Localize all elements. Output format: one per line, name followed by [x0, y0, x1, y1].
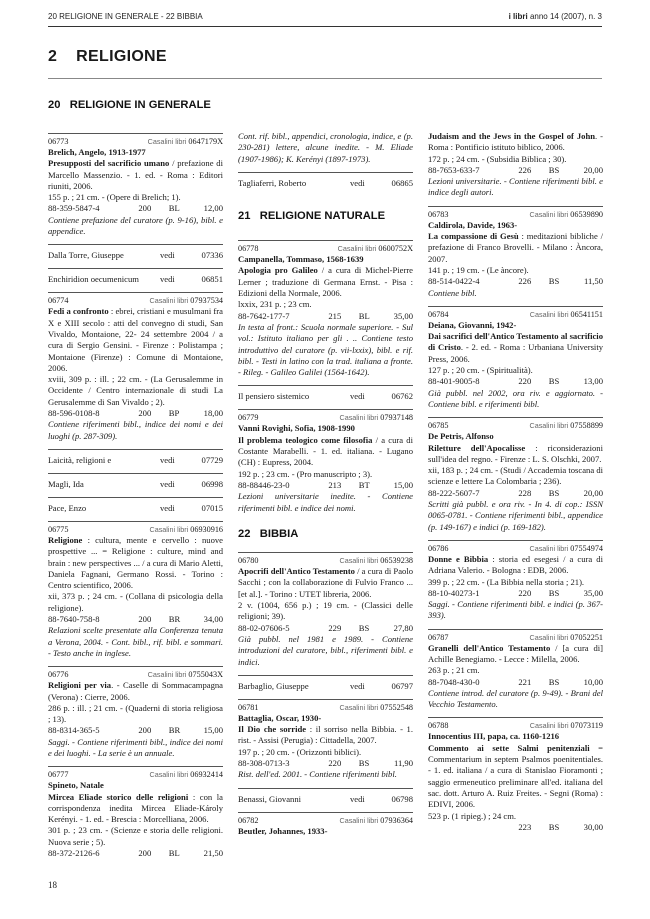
- entry-author: De Petris, Alfonso: [428, 431, 494, 442]
- entry-code: BS: [548, 487, 560, 498]
- ref-vedi: vedi: [160, 454, 175, 465]
- entry-description: 197 p. ; 20 cm. - (Orizzonti biblici).: [238, 746, 362, 757]
- entry-note: In testa al front.: Scuola normale superiore. - Sul vol.: Istituto italiano per gli . .. Contiene testo introduttivo del curatore (p. vii-lxxix), bibl. e rif. bibl. - Testi in latino con la trad. italiana a fronte. - Rileg. - Galileo Galilei (1564-1642).: [238, 321, 413, 378]
- entry-class: 213: [328, 479, 342, 490]
- entry-class: 226: [518, 164, 532, 175]
- running-header-left: 20 RELIGIONE IN GENERALE - 22 BIBBIA: [48, 12, 203, 21]
- entry-isbn: 88-401-9005-8: [428, 376, 480, 387]
- journal-issue: anno 14 (2007), n. 3: [527, 12, 602, 21]
- entry-price: 35,00: [583, 587, 603, 598]
- chapter-rule: [48, 78, 602, 79]
- entry-06774: [48, 292, 223, 442]
- casalini-label: Casalini libri: [339, 815, 379, 825]
- entry-author: Beutler, Johannes, 1933-: [238, 825, 328, 836]
- entry-author: Campanella, Tommaso, 1568-1639: [238, 254, 364, 265]
- ref-number[interactable]: 07729: [201, 454, 223, 465]
- entry-class: 223: [518, 821, 532, 832]
- entry-code: BT: [358, 479, 370, 490]
- casalini-code: 0600752X: [378, 244, 413, 254]
- entry-code: BR: [168, 614, 181, 625]
- see-reference[interactable]: [48, 268, 223, 289]
- entry-note: Già pubbl. nel 2002, ora riv. e aggiornato. - Contiene bibl. e riferimenti bibl.: [428, 387, 603, 409]
- entry-imprint: . - 2. ed. - Roma : Urbaniana University Press, 2006.: [428, 342, 604, 364]
- entry-code: BR: [168, 725, 181, 736]
- entry-06776: [48, 666, 223, 759]
- entry-description: lxxix, 231 p. ; 23 cm.: [238, 299, 312, 310]
- casalini-code: 06539890: [570, 209, 603, 219]
- ref-vedi: vedi: [350, 177, 365, 188]
- entry-title: La compassione di Gesù: [428, 231, 519, 242]
- entry-class: 200: [138, 725, 152, 736]
- casalini-code: 07937534: [190, 296, 223, 306]
- entry-title: Riletture dell'Apocalisse: [428, 442, 526, 453]
- casalini-label: Casalini libri: [149, 296, 189, 306]
- casalini-label: Casalini libri: [147, 137, 187, 146]
- entry-code: BS: [548, 276, 560, 287]
- header-rule: [48, 26, 602, 27]
- entry-imprint: : riconsiderazioni sull'idea del regno. - Firenze : L. S. Olschki, 2007.: [428, 442, 603, 464]
- entry-isbn: 88-7048-430-0: [428, 676, 480, 687]
- entry-title: Granelli dell'Antico Testamento: [428, 642, 551, 653]
- entry-06781: [238, 699, 413, 781]
- see-reference[interactable]: [238, 172, 413, 193]
- entry-class: 220: [328, 757, 342, 768]
- ref-vedi: vedi: [160, 274, 175, 285]
- entry-number: 06781: [238, 702, 259, 712]
- casalini-code: 07052251: [570, 632, 603, 642]
- casalini-label: Casalini libri: [529, 309, 569, 319]
- ref-number[interactable]: 06762: [391, 391, 413, 402]
- entry-author: Spineto, Natale: [48, 780, 104, 791]
- entry-title: Apocrifi dell'Antico Testamento: [238, 566, 355, 577]
- entry-imprint: : cultura, mente e cervello : nuove prospettive ... = Religione : culture, mind and brain : new perspectives ... / a cura di Mario Aletti, Daniela Fagnani, Germano Rossi. - Torino : Centro scientifico, 2006.: [48, 534, 223, 591]
- entry-code: BS: [548, 164, 560, 175]
- entry-price: 20,00: [583, 164, 603, 175]
- ref-number[interactable]: 07336: [201, 250, 223, 261]
- entry-code: BL: [168, 203, 180, 214]
- entry-price: 27,80: [393, 622, 413, 633]
- casalini-label: Casalini libri: [339, 702, 379, 712]
- ref-name: Magli, Ida: [48, 478, 84, 489]
- entry-imprint: / a cura di Michel-Pierre Lerner ; traduzione di Germana Ernst. - Pisa : Edizioni della Normale, 2006.: [238, 265, 413, 299]
- ref-vedi: vedi: [350, 391, 365, 402]
- entry-class: 228: [518, 487, 532, 498]
- entry-description: 263 p. ; 21 cm.: [428, 665, 480, 676]
- entry-note: Contiene bibl.: [428, 287, 477, 298]
- entry-code: BL: [358, 310, 370, 321]
- entry-price: 13,00: [583, 376, 603, 387]
- see-reference[interactable]: [238, 385, 413, 406]
- entry-class: 229: [328, 622, 342, 633]
- entry-price: 30,00: [583, 821, 603, 832]
- ref-number[interactable]: 06851: [201, 274, 223, 285]
- casalini-code: 06539238: [380, 556, 413, 566]
- entry-description: 523 p. (1 ripieg.) ; 24 cm.: [428, 810, 517, 821]
- entry-number: 06783: [428, 209, 449, 219]
- casalini-code: 07073119: [570, 721, 603, 731]
- entry-number: 06782: [238, 815, 259, 825]
- entry-description: 301 p. ; 23 cm. - (Scienze e storia delle religioni. Nuova serie ; 5).: [48, 825, 223, 847]
- entry-isbn: 88-308-0713-3: [238, 757, 290, 768]
- entry-06784: [428, 306, 603, 410]
- entry-author: Innocentius III, papa, ca. 1160-1216: [428, 731, 560, 742]
- entry-code: BS: [358, 622, 370, 633]
- entry-isbn: 88-02-07606-5: [238, 622, 290, 633]
- entry-isbn: 88-8314-365-5: [48, 725, 100, 736]
- entry-imprint: / a cura di Paolo Sacchi ; con la collaborazione di Fulvio Franco ... [et al.]. - Torino : UTET libreria, 2006.: [238, 566, 413, 599]
- see-reference[interactable]: [48, 497, 223, 518]
- entry-class: 220: [518, 376, 532, 387]
- entry-price: 35,00: [393, 310, 413, 321]
- casalini-label: Casalini libri: [339, 556, 379, 566]
- ref-name: Pace, Enzo: [48, 502, 87, 513]
- casalini-label: Casalini libri: [529, 421, 569, 431]
- running-header-right: [509, 12, 602, 21]
- entry-code: BL: [168, 848, 180, 859]
- entry-title: Il problema teologico come filosofia: [238, 434, 373, 445]
- entry-price: 11,50: [583, 276, 603, 287]
- entry-description: 155 p. ; 21 cm. - (Opere di Brelich; 1).: [48, 192, 181, 203]
- ref-name: Tagliaferri, Roberto: [238, 177, 307, 188]
- ref-vedi: vedi: [160, 502, 175, 513]
- casalini-label: Casalini libri: [529, 632, 569, 642]
- entry-number: 06788: [428, 721, 449, 731]
- casalini-label: Casalini libri: [529, 543, 569, 553]
- entry-description: 127 p. ; 20 cm. - (Spiritualità).: [428, 365, 533, 376]
- entry-note: Scritti già pubbl. e ora riv. - In 4. di cop.: ISSN 0065-0781. - Contiene riferimenti bibl., appendice (p. 149-167) e indici (p. 169-182).: [428, 499, 603, 532]
- casalini-code: 06932414: [190, 770, 223, 780]
- entry-title: Dai sacrifici dell'Antico Testamento al sacrificio di Cristo: [428, 331, 603, 353]
- entry-06777: [48, 766, 223, 859]
- ref-vedi: vedi: [350, 793, 365, 804]
- entry-author: Deiana, Giovanni, 1942-: [428, 319, 517, 330]
- running-header: [48, 12, 602, 24]
- casalini-code: 07554974: [570, 543, 603, 553]
- journal-name: i libri: [508, 12, 528, 21]
- entry-code: BP: [168, 408, 180, 419]
- entry-06786: [428, 540, 603, 622]
- casalini-code: 0647179X: [188, 137, 223, 146]
- entry-price: 34,00: [203, 614, 223, 625]
- entry-class: 215: [328, 310, 342, 321]
- entry-author: Caldirola, Davide, 1963-: [428, 219, 518, 230]
- entry-class: 226: [518, 276, 532, 287]
- entry-note: Contiene introd. del curatore (p. 9-49). - Brani del Vecchio Testamento.: [428, 687, 603, 710]
- entry-imprint: : meditazioni bibliche / prefazione di Franco Brovelli. - Milano : Àncora, 2007.: [428, 231, 604, 264]
- entry-number: 06776: [48, 670, 69, 680]
- casalini-label: Casalini libri: [339, 413, 379, 423]
- entry-06773: [48, 133, 223, 237]
- section-title-20: 20 RELIGIONE IN GENERALE: [48, 99, 211, 111]
- ref-number[interactable]: 06865: [391, 177, 413, 188]
- entry-author: Battaglia, Oscar, 1930-: [238, 712, 322, 723]
- entry-class: 221: [518, 676, 532, 687]
- entry-code: BS: [358, 757, 370, 768]
- entry-description: 192 p. ; 23 cm. - (Pro manuscripto ; 3).: [238, 468, 373, 479]
- entry-class: 200: [138, 408, 152, 419]
- chapter-title: 2 RELIGIONE: [48, 48, 167, 65]
- entry-imprint: . - Roma : Pontificio istituto biblico, 2006.: [428, 131, 603, 153]
- casalini-label: Casalini libri: [147, 670, 187, 680]
- entry-number: 06773: [48, 137, 69, 146]
- entry-06782: [238, 812, 413, 837]
- ref-name: Enchiridion oecumenicum: [48, 274, 139, 285]
- entry-class: 220: [518, 587, 532, 598]
- entry-description: xii, 373 p. ; 24 cm. - (Collana di psicologia della religione).: [48, 591, 223, 613]
- entry-note: Contiene prefazione del curatore (p. 9-16), bibl. e appendice.: [48, 214, 223, 237]
- entry-author: Vanni Rovighi, Sofia, 1908-1990: [238, 423, 355, 434]
- entry-number: 06785: [428, 421, 449, 431]
- ref-number[interactable]: 06797: [391, 680, 413, 691]
- entry-number: 06777: [48, 770, 69, 780]
- entry-note: Saggi. - Contiene riferimenti bibl. e indici (p. 367-393).: [428, 599, 603, 621]
- entry-isbn: 88-359-5847-4: [48, 203, 100, 214]
- entry-imprint: : ebrei, cristiani e musulmani fra X e XIII secolo : atti del convegno di studi, San Vivaldo, Montaione, 22- 24 settembre 2004 / a cura di Sergio Gensini. - Firenze : Polistampa ; Montaione (Firenze) : Comune di Montaione, 2006.: [48, 306, 223, 373]
- entry-code: BS: [548, 376, 560, 387]
- column-2: [238, 133, 413, 844]
- entry-description: 2 v. (1004, 656 p.) ; 19 cm. - (Classici delle religioni; 39).: [238, 600, 413, 622]
- entry-isbn: 88-514-0422-4: [428, 276, 480, 287]
- entry-title: Il Dio che sorride: [238, 724, 307, 735]
- entry-isbn: 88-596-0108-8: [48, 408, 100, 419]
- entry-description: xviii, 309 p. : ill. ; 22 cm. - (La Gerusalemme in Occidente / Centro internazionale di studi La Gerusalemme di San Vivaldo ; 2).: [48, 374, 223, 407]
- see-reference[interactable]: [238, 788, 413, 809]
- entry-number: 06774: [48, 296, 69, 306]
- ref-vedi: vedi: [160, 250, 175, 261]
- section-title-21: 21 RELIGIONE NATURALE: [238, 209, 386, 222]
- ref-number[interactable]: 06798: [391, 793, 413, 804]
- ref-name: Il pensiero sistemico: [238, 391, 310, 402]
- casalini-label: Casalini libri: [529, 209, 569, 219]
- entry-number: 06775: [48, 524, 69, 534]
- entry-note: Lezioni universitarie. - Contiene riferimenti bibl. e indice degli autori.: [428, 176, 603, 198]
- entry-note: Cont. rif. bibl., appendici, cronologia, indice, e (p. 230-281) lettere, alcune inedite. - M. Eliade (1907-1986); K. Kerényi (1897-1973).: [238, 131, 413, 164]
- entry-code: BS: [548, 821, 560, 832]
- entry-price: 12,00: [203, 203, 223, 214]
- entry-title: Donne e Bibbia: [428, 553, 489, 564]
- casalini-label: Casalini libri: [149, 524, 189, 534]
- entry-price: 21,50: [203, 848, 223, 859]
- entry-code: BS: [548, 587, 560, 598]
- entry-imprint: : con la corrispondenza inedita Mircea Eliade-Károly Kerényi. - 1. ed. - Brescia : Morcelliana, 2006.: [48, 791, 223, 825]
- ref-name: Benassi, Giovanni: [238, 793, 302, 804]
- see-reference[interactable]: [48, 244, 223, 265]
- entry-imprint: : storia ed esegesi / a cura di Adriana Valerio. - Bologna : EDB, 2006.: [428, 553, 603, 576]
- column-1: [48, 133, 223, 866]
- ref-vedi: vedi: [350, 680, 365, 691]
- entry-06780: [238, 552, 413, 668]
- casalini-code: 0755043X: [188, 670, 223, 680]
- entry-note: Già pubbl. nel 1981 e 1989. - Contiene introduzioni del curatore, bibl., riferimenti bibl. e indici.: [238, 633, 413, 667]
- ref-name: Barbaglio, Giuseppe: [238, 680, 309, 691]
- entry-price: 15,00: [203, 725, 223, 736]
- ref-name: Laicità, religioni e: [48, 454, 112, 465]
- entry-number: 06778: [238, 244, 259, 254]
- entry-isbn: 88-88446-23-0: [238, 479, 290, 490]
- page-number: 18: [48, 880, 57, 890]
- entry-title: Apologia pro Galileo: [238, 265, 318, 276]
- entry-number: 06779: [238, 413, 259, 423]
- entry-title: Mircea Eliade storico delle religioni: [48, 791, 189, 802]
- casalini-code: 06930916: [190, 524, 223, 534]
- entry-author: Brelich, Angelo, 1913-1977: [48, 147, 146, 157]
- entry-title: Fedi a confronto: [48, 306, 109, 317]
- column-3: [428, 133, 603, 840]
- entry-description: xii, 183 p. ; 24 cm. - (Studi / Accademia toscana di scienze e lettere La Colombaria ; 236).: [428, 465, 603, 487]
- entry-isbn: 88-222-5607-7: [428, 487, 480, 498]
- entry-note: Rist. dell'ed. 2001. - Contiene riferimenti bibl.: [238, 769, 397, 780]
- entry-06785: [428, 417, 603, 533]
- entry-06778: [238, 240, 413, 378]
- casalini-code: 07937148: [380, 413, 413, 423]
- see-reference[interactable]: [48, 449, 223, 470]
- entry-price: 18,00: [203, 408, 223, 419]
- entry-title: Judaism and the Jews in the Gospel of John: [428, 131, 596, 141]
- casalini-label: Casalini libri: [149, 770, 189, 780]
- entry-class: 200: [138, 848, 152, 859]
- entry-price: 15,00: [393, 479, 413, 490]
- entry-imprint: = Commentarium in septem Psalmos poenitentiales. - 1. ed. italiana / a cura di Stanislao Fioramonti ; saggio ermeneutico preliminare all'ed. italiana del sac. dott. Arturo A. Ruiz Freites. - Segni (Roma) : EDIVI, 2006.: [428, 742, 603, 810]
- casalini-label: Casalini libri: [337, 244, 377, 254]
- entry-06777-continued: [238, 131, 413, 165]
- entry-imprint: / prefazione di Marcello Massenzio. - 1. ed. - Roma : Editori riuniti, 2006.: [48, 158, 223, 191]
- entry-number: 06786: [428, 543, 449, 553]
- ref-name: Dalla Torre, Giuseppe: [48, 250, 124, 261]
- entry-06779: [238, 409, 413, 513]
- entry-isbn: 88-7653-633-7: [428, 164, 480, 175]
- ref-vedi: vedi: [160, 478, 175, 489]
- entry-imprint: / [a cura di] Achille Benegiamo. - Lecce : Milella, 2006.: [428, 642, 603, 664]
- entry-06787: [428, 629, 603, 711]
- entry-note: Lezioni universitarie inedite. - Contiene riferimenti bibl. e indice dei nomi.: [238, 491, 413, 513]
- entry-price: 11,90: [393, 757, 413, 768]
- entry-description: 141 p. ; 19 cm. - (Le àncore).: [428, 264, 529, 275]
- casalini-code: 07552548: [380, 702, 413, 712]
- entry-class: 200: [138, 614, 152, 625]
- entry-isbn: 88-10-40273-1: [428, 587, 480, 598]
- entry-price: 20,00: [583, 487, 603, 498]
- casalini-code: 07936364: [380, 815, 413, 825]
- entry-description: 172 p. ; 24 cm. - (Subsidia Biblica ; 30).: [428, 153, 567, 164]
- casalini-code: 06541151: [570, 309, 603, 319]
- entry-06788: [428, 717, 603, 833]
- entry-note: Contiene riferimenti bibl., indice dei nomi e dei luoghi (p. 287-309).: [48, 419, 223, 441]
- entry-imprint: : il sorriso nella Bibbia. - 1. rist. - Assisi (Perugia) : Cittadella, 2007.: [238, 724, 413, 746]
- entry-note: Relazioni scelte presentate alla Conferenza tenuta a Verona, 2004. - Cont. bibl., rif. bibl. e sommari. - Testo anche in inglese.: [48, 625, 223, 658]
- entry-title: Religione: [48, 534, 83, 545]
- see-reference[interactable]: [238, 675, 413, 696]
- entry-number: 06787: [428, 632, 449, 642]
- see-reference[interactable]: [48, 473, 223, 494]
- entry-number: 06784: [428, 309, 449, 319]
- ref-number[interactable]: 06998: [201, 478, 223, 489]
- entry-06783: [428, 206, 603, 299]
- entry-06775: [48, 521, 223, 659]
- entry-number: 06780: [238, 556, 259, 566]
- casalini-code: 07558899: [570, 421, 603, 431]
- entry-class: 200: [138, 203, 152, 214]
- entry-price: 10,00: [583, 676, 603, 687]
- entry-note: Saggi. - Contiene riferimenti bibl., indice dei nomi e dei luoghi. - La serie è un annuale.: [48, 736, 223, 758]
- entry-description: 399 p. ; 22 cm. - (La Bibbia nella storia ; 21).: [428, 576, 585, 587]
- casalini-label: Casalini libri: [529, 721, 569, 731]
- ref-number[interactable]: 07015: [201, 502, 223, 513]
- entry-06782-continued: [428, 131, 603, 199]
- entry-title: Commento ai sette Salmi penitenziali: [428, 742, 590, 753]
- entry-isbn: 88-7640-758-8: [48, 614, 100, 625]
- entry-title: Religioni per via: [48, 680, 112, 691]
- section-title-22: 22 BIBBIA: [238, 527, 299, 540]
- entry-imprint: . - Caselle di Sommacampagna (Verona) : Cierre, 2006.: [48, 680, 223, 702]
- entry-code: BS: [548, 676, 560, 687]
- entry-imprint: / a cura di Costante Marabelli. - 1. ed. italiana. - Lugano (CH) : Eupress, 2004.: [238, 434, 413, 468]
- entry-isbn: 88-372-2126-6: [48, 848, 100, 859]
- entry-description: 286 p. : ill. ; 21 cm. - (Quaderni di storia religiosa ; 13).: [48, 702, 223, 725]
- entry-title: Presupposti del sacrificio umano: [48, 158, 170, 169]
- entry-isbn: 88-7642-177-7: [238, 310, 290, 321]
